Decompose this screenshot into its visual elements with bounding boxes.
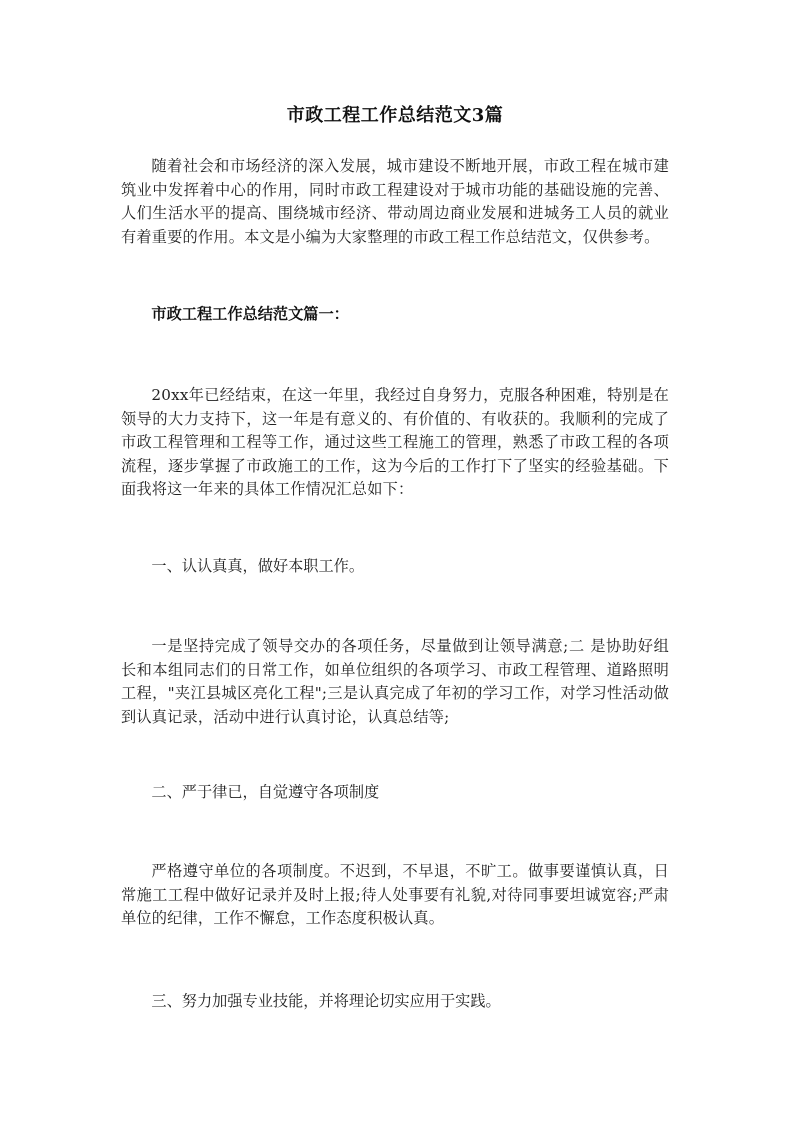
point-three-heading: 三、努力加强专业技能，并将理论切实应用于实践。: [151, 992, 501, 1010]
intro-paragraph: 随着社会和市场经济的深入发展，城市建设不断地开展，市政工程在城市建筑业中发挥着中心的作用，同时市政工程建设对于城市功能的基础设施的完善、人们生活水平的提高、围绕城市经济、带动周边商业发展和进城务工人员的就业有着重要的作用。本文是小编为大家整理的市政工程工作总结范文，仅供参考。: [121, 157, 669, 246]
document-title: 市政工程工作总结范文3篇: [286, 105, 504, 126]
point-two-heading: 二、严于律已，自觉遵守各项制度: [151, 783, 380, 801]
section-one-intro-paragraph: 20xx年已经结束，在这一年里，我经过自身努力，克服各种困难，特别是在领导的大力支持下，这一年是有意义的、有价值的、有收获的。我顺利的完成了市政工程管理和工程等工作，通过这些工程施工的管理，熟悉了市政工程的各项流程，逐步掌握了市政施工的工作，这为今后的工作打下了坚实的经验基础。下面我将这一年来的具体工作情况汇总如下：: [121, 386, 669, 498]
point-one-heading: 一、认认真真，做好本职工作。: [151, 557, 365, 575]
point-one-body: 一是坚持完成了领导交办的各项任务，尽量做到让领导满意;二 是协助好组长和本组同志们的日常工作，如单位组织的各项学习、市政工程管理、道路照明工程，"夹江县城区亮化工程";三是认真完成了年初的学习工作，对学习性活动做到认真记录，活动中进行认真讨论，认真总结等;: [121, 637, 669, 726]
point-two-body: 严格遵守单位的各项制度。不迟到，不早退，不旷工。做事要谨慎认真，日常施工工程中做好记录并及时上报;待人处事要有礼貌,对待同事要坦诚宽容;严肃单位的纪律，工作不懈怠，工作态度积极认真。: [121, 862, 669, 927]
section-one-heading: 市政工程工作总结范文篇一：: [151, 305, 349, 323]
